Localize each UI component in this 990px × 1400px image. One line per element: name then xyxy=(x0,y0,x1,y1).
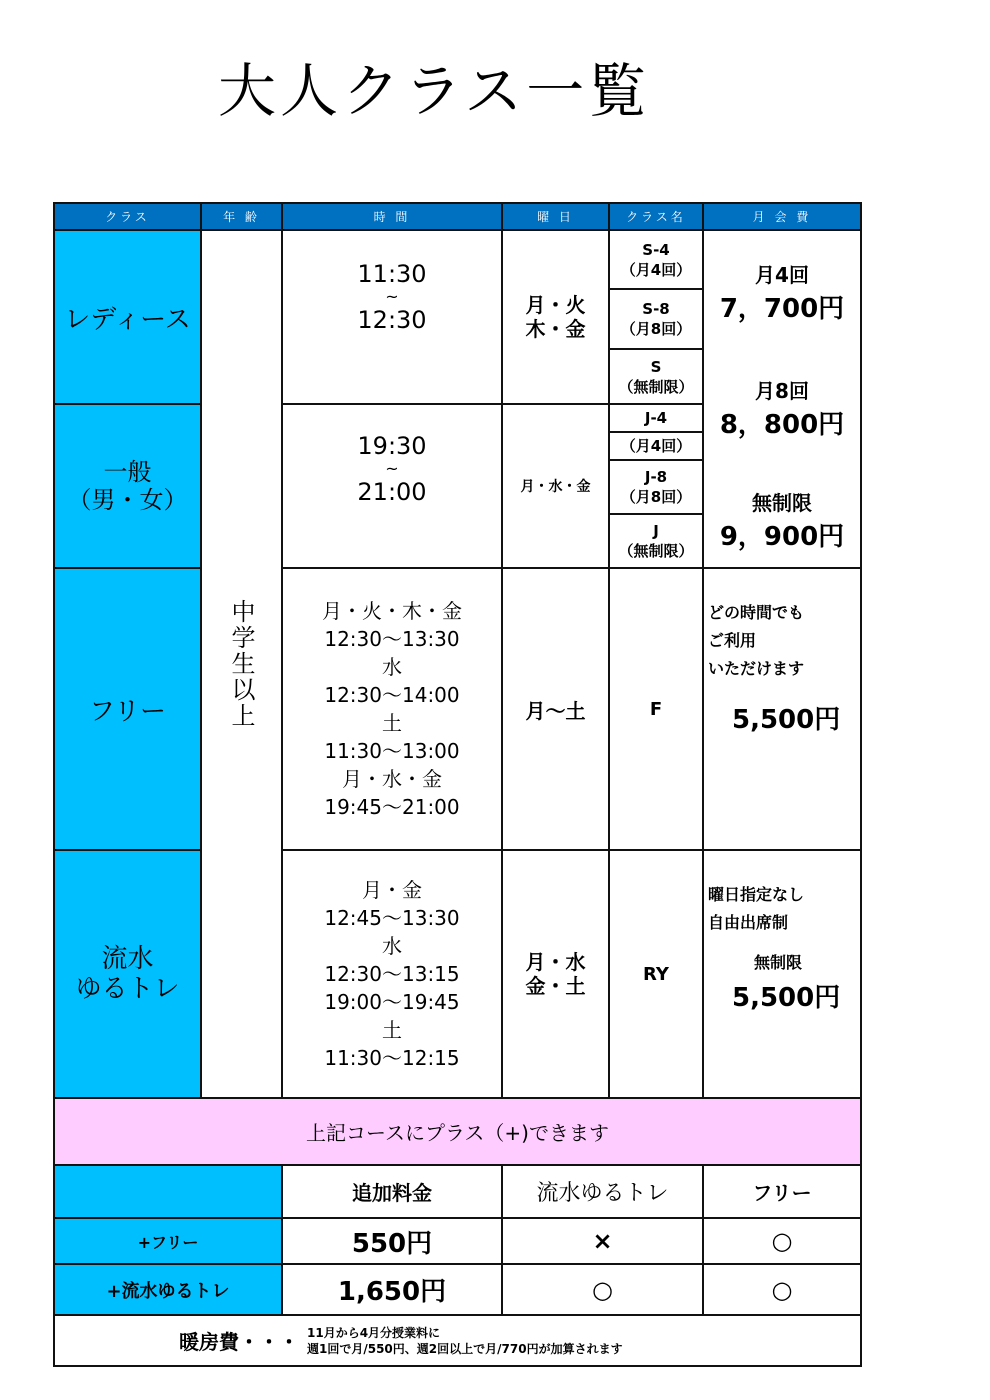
class-code: J-4 xyxy=(644,409,668,427)
addon-header-label: 追加料金 xyxy=(352,1181,432,1205)
class-code: S-4 xyxy=(642,240,670,259)
time-ladies xyxy=(281,229,503,405)
fee-amount: 5,500円 xyxy=(732,705,841,735)
addon-header-free xyxy=(702,1164,862,1219)
header-age xyxy=(200,202,283,231)
addon-header-blank xyxy=(53,1164,283,1219)
schedule-line: 11:30〜13:00 xyxy=(324,739,460,763)
fee-amount: 9，900円 xyxy=(719,522,845,552)
circle-mark-icon: ○ xyxy=(771,1275,793,1304)
class-code-desc: （無制限） xyxy=(618,542,694,560)
addon-price: 1,650円 xyxy=(337,1277,447,1307)
heating-detail-line: 週1回で月/550円、週2回以上で月/770円が加算されます xyxy=(307,1341,623,1356)
class-ryusui xyxy=(53,849,202,1099)
days-line: 金・土 xyxy=(525,974,586,998)
header-time xyxy=(281,202,503,231)
class-name-sub: （男・女） xyxy=(67,486,188,514)
header-label: 月 会 費 xyxy=(752,210,812,224)
addon-row-free-price xyxy=(281,1217,503,1265)
fee-label: 無制限 xyxy=(754,953,803,972)
time-start: 19:30 xyxy=(357,432,427,460)
fee-note: 自由出席制 xyxy=(708,913,789,932)
addon-price: 550円 xyxy=(351,1228,433,1259)
schedule-line: 19:45〜21:00 xyxy=(324,795,460,819)
schedule-line: 12:30〜13:30 xyxy=(324,627,460,651)
time-separator: ~ xyxy=(385,459,399,478)
addon-row-ryusui-price xyxy=(281,1263,503,1316)
days-general xyxy=(501,403,610,569)
schedule-line: 水 xyxy=(382,934,402,958)
code-j xyxy=(608,513,704,569)
schedule-line: 12:30〜14:00 xyxy=(324,683,460,707)
schedule-line: 19:00〜19:45 xyxy=(324,990,460,1014)
days-line: 月〜土 xyxy=(525,698,586,723)
code-j8 xyxy=(608,459,704,515)
addon-row-ryusui-label xyxy=(53,1263,283,1316)
time-general xyxy=(281,403,503,569)
age-text: 中学生以上 xyxy=(227,599,255,729)
class-code: J-8 xyxy=(644,468,668,486)
fee-label: 無制限 xyxy=(752,491,812,515)
code-s8 xyxy=(608,288,704,350)
class-name: フリー xyxy=(89,696,166,727)
addon-row-ryusui-free xyxy=(702,1263,862,1316)
class-ladies xyxy=(53,229,202,405)
addon-row-ryusui-ryusui xyxy=(501,1263,704,1316)
addon-row-free-label xyxy=(53,1217,283,1265)
time-ryusui xyxy=(281,849,503,1099)
heating-detail xyxy=(307,1325,623,1357)
fee-note: ご利用 xyxy=(708,631,757,650)
code-j4 xyxy=(608,403,704,433)
age-cell xyxy=(200,229,283,1099)
class-free xyxy=(53,567,202,851)
addon-header-label: 流水ゆるトレ xyxy=(536,1181,669,1206)
days-line: 月・火 xyxy=(525,293,586,317)
days-free xyxy=(501,567,610,851)
addon-banner xyxy=(53,1097,862,1166)
fee-free xyxy=(702,567,862,851)
class-code-desc: （無制限） xyxy=(618,377,694,396)
code-s4 xyxy=(608,229,704,290)
schedule-line: 12:30〜13:15 xyxy=(324,962,460,986)
code-j4-desc xyxy=(608,431,704,461)
class-name: 流水 xyxy=(101,944,154,974)
header-label: クラス名 xyxy=(626,210,686,224)
schedule-line: 月・金 xyxy=(362,878,422,902)
days-line: 月・水・金 xyxy=(520,479,591,495)
days-line: 月・水 xyxy=(525,950,586,974)
fee-ryusui xyxy=(702,849,862,1099)
time-separator: ~ xyxy=(385,287,399,306)
code-ryusui xyxy=(608,849,704,1099)
class-code-desc: （月4回） xyxy=(620,260,692,279)
fee-amount: 8，800円 xyxy=(719,410,845,440)
fee-amount: 7，700円 xyxy=(719,294,845,324)
fee-label: 月8回 xyxy=(755,379,809,403)
class-code: F xyxy=(649,698,663,720)
addon-banner-text: 上記コースにプラス（+)できます xyxy=(306,1121,609,1145)
fee-note: どの時間でも xyxy=(708,603,805,622)
addon-row-free-free xyxy=(702,1217,862,1265)
class-code: S xyxy=(650,357,662,376)
fee-amount: 5,500円 xyxy=(732,983,841,1013)
class-code-desc: （月4回） xyxy=(620,437,692,455)
time-start: 11:30 xyxy=(357,260,427,288)
header-label: 時 間 xyxy=(373,210,411,224)
page-title: 大人クラス一覧 xyxy=(218,57,651,125)
fee-ladies-general xyxy=(702,229,862,569)
schedule-line: 11:30〜12:15 xyxy=(324,1046,460,1070)
addon-row-label: +流水ゆるトレ xyxy=(106,1280,230,1302)
schedule-line: 12:45〜13:30 xyxy=(324,906,460,930)
circle-mark-icon: ○ xyxy=(592,1275,613,1304)
header-class-code xyxy=(608,202,704,231)
header-label: クラス xyxy=(105,210,150,224)
class-name-sub: ゆるトレ xyxy=(75,974,180,1004)
class-code-desc: （月8回） xyxy=(620,488,692,506)
days-ladies xyxy=(501,229,610,405)
circle-mark-icon: ○ xyxy=(771,1227,793,1255)
schedule-line: 月・火・木・金 xyxy=(322,599,462,623)
header-label: 曜 日 xyxy=(537,210,574,224)
addon-header-price xyxy=(281,1164,503,1219)
code-s xyxy=(608,348,704,405)
header-class xyxy=(53,202,202,231)
fee-label: 月4回 xyxy=(755,263,809,287)
days-ryusui xyxy=(501,849,610,1099)
class-code: RY xyxy=(643,963,669,985)
fee-note: 曜日指定なし xyxy=(708,885,805,904)
class-code: S-8 xyxy=(642,300,670,318)
cross-mark-icon: × xyxy=(592,1227,613,1255)
schedule-line: 月・水・金 xyxy=(342,767,442,791)
schedule-line: 水 xyxy=(382,655,402,679)
addon-row-free-ryusui xyxy=(501,1217,704,1265)
class-name: レディース xyxy=(64,304,191,335)
header-day xyxy=(501,202,610,231)
heating-label: 暖房費・・・ xyxy=(179,1330,299,1354)
class-code-desc: （月8回） xyxy=(620,320,692,338)
heating-fee-row xyxy=(53,1314,862,1367)
schedule-line: 土 xyxy=(382,711,402,735)
addon-header-ryusui xyxy=(501,1164,704,1219)
heating-detail-line: 11月から4月分授業料に xyxy=(307,1325,441,1340)
time-end: 21:00 xyxy=(357,478,427,506)
schedule-line: 土 xyxy=(382,1018,402,1042)
fee-note: いただけます xyxy=(708,659,805,678)
code-free xyxy=(608,567,704,851)
header-monthly-fee xyxy=(702,202,862,231)
days-line: 木・金 xyxy=(525,317,586,341)
time-end: 12:30 xyxy=(357,306,427,334)
class-general xyxy=(53,403,202,569)
header-label: 年 齢 xyxy=(223,210,260,224)
class-code: J xyxy=(653,522,659,540)
addon-row-label: +フリー xyxy=(137,1232,199,1252)
addon-header-label: フリー xyxy=(752,1181,812,1205)
time-free xyxy=(281,567,503,851)
class-name: 一般 xyxy=(103,458,152,486)
